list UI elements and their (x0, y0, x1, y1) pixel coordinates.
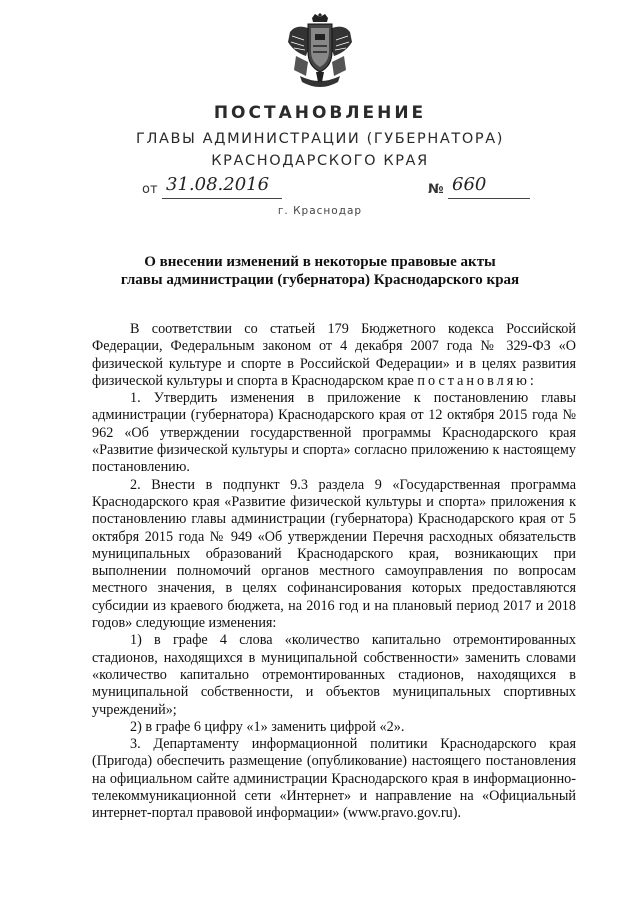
paragraph-1: 1. Утвердить изменения в приложение к постановлению главы администрации (губернатора) Краснодарского края от 12 октября 2015 года № 962 «Об утверждении государственной программы Краснодарского края «Развитие физической культуры и спорта» согласно приложению к настоящему постановлению. (92, 390, 576, 476)
number-prefix: № (428, 182, 444, 197)
region-heading: КРАСНОДАРСКОГО КРАЯ (211, 153, 429, 169)
issuer-heading: ГЛАВЫ АДМИНИСТРАЦИИ (ГУБЕРНАТОРА) (136, 131, 504, 147)
document-type-heading: ПОСТАНОВЛЕНИЕ (213, 103, 427, 123)
preamble-paragraph (92, 321, 576, 390)
decree-word: постановляю: (417, 372, 537, 389)
date-prefix: от (142, 182, 158, 197)
document-title-line-2: главы администрации (губернатора) Краснодарского края (120, 272, 520, 288)
subparagraph-2-1: 1) в графе 4 слова «количество капитально отремонтированных стадионов, находящихся в муниципальной собственности» заменить словами «количество капитально отремонтированных стадионов, находящихся в муниципальной собственности, и объектов муниципальных спортивных учреждений»; (92, 632, 576, 718)
paragraph-3: 3. Департаменту информационной политики Краснодарского края (Пригода) обеспечить размещение (опубликование) настоящего постановления на официальном сайте администрации Краснодарского края в информационно-телекоммуникационной сети «Интернет» и направление на «Официальный интернет-портал правовой информации» (www.pravo.gov.ru). (92, 736, 576, 822)
subparagraph-2-2: 2) в графе 6 цифру «1» заменить цифрой «2». (130, 718, 405, 735)
document-title (0, 253, 640, 289)
document-body (92, 321, 576, 823)
handwritten-number: 660 (452, 174, 487, 195)
city-label: г. Краснодар (277, 205, 363, 217)
coat-of-arms-emblem (282, 12, 358, 92)
handwritten-date: 31.08.2016 (166, 174, 270, 195)
number-underline (448, 198, 530, 199)
paragraph-2: 2. Внести в подпункт 9.3 раздела 9 «Государственная программа Краснодарского края «Развитие физической культуры и спорта» приложения к постановлению главы администрации (губернатора) Краснодарского края от 5 октября 2015 года № 949 «Об утверждении Перечня расходных обязательств муниципальных образований Краснодарского края, возникающих при выполнении полномочий органов местного самоуправления по вопросам местного значения, в целях софинансирования которых предоставляются субсидии из краевого бюджета, на 2016 год и на плановый период 2017 и 2018 годов» следующие изменения: (92, 476, 576, 632)
preamble-text: В соответствии со статьей 179 Бюджетного кодекса Российской Федерации, Федеральным законом от 4 декабря 2007 года № 329-ФЗ «О физической культуре и спорте в Российской Федерации» и в целях развития физической культуры и спорта в Краснодарском крае (92, 321, 576, 389)
date-underline (162, 198, 282, 199)
document-title-line-1: О внесении изменений в некоторые правовые акты (144, 254, 496, 270)
